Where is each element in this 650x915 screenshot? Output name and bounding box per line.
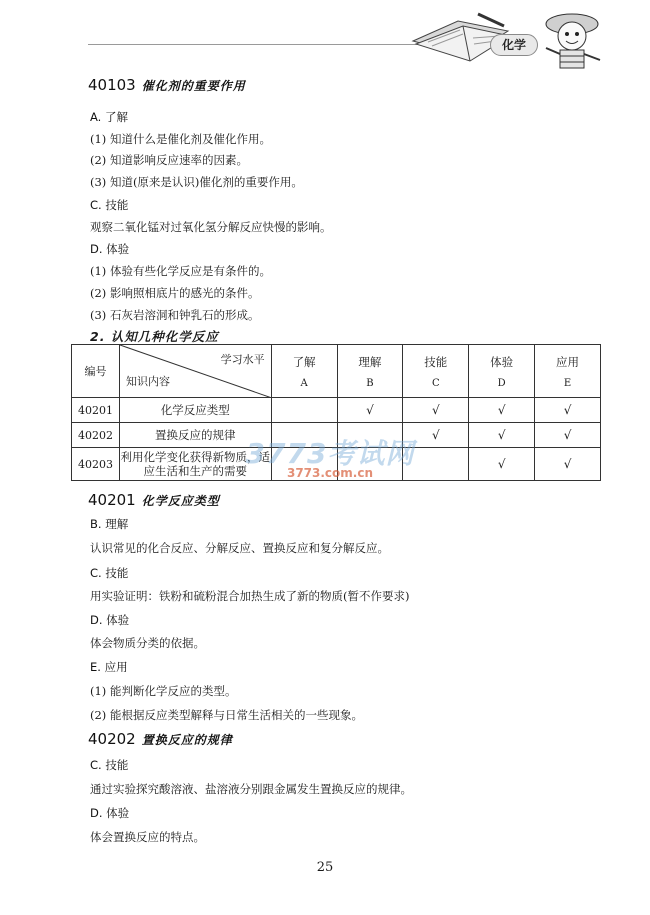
check-cell: √ bbox=[469, 448, 535, 481]
section-40201-heading bbox=[88, 491, 220, 509]
list-item: 用实验证明：铁粉和硫粉混合加热生成了新的物质(暂不作要求) bbox=[90, 589, 410, 603]
check-cell: √ bbox=[403, 423, 469, 448]
section-40202-heading bbox=[88, 730, 233, 748]
column-header-level: 应用 E bbox=[535, 345, 601, 398]
list-item: 认识常见的化合反应、分解反应、置换反应和复分解反应。 bbox=[90, 541, 389, 555]
row-content: 置换反应的规律 bbox=[119, 423, 271, 448]
section-2-heading: 2. 认知几种化学反应 bbox=[90, 329, 219, 344]
list-item: 通过实验探究酸溶液、盐溶液分别跟金属发生置换反应的规律。 bbox=[90, 782, 412, 796]
section-title: 催化剂的重要作用 bbox=[141, 79, 246, 93]
list-item: (1) 能判断化学反应的类型。 bbox=[90, 684, 237, 698]
check-cell: √ bbox=[469, 423, 535, 448]
column-header-level: 了解 A bbox=[271, 345, 337, 398]
check-cell: √ bbox=[337, 398, 403, 423]
row-code: 40203 bbox=[72, 448, 120, 481]
watermark-url: 3773.com.cn bbox=[286, 466, 374, 480]
check-cell bbox=[271, 423, 337, 448]
check-cell: √ bbox=[535, 398, 601, 423]
check-cell bbox=[271, 398, 337, 423]
section-title: 置换反应的规律 bbox=[141, 733, 233, 747]
row-code: 40201 bbox=[72, 398, 120, 423]
diagonal-header-cell bbox=[119, 345, 271, 398]
check-cell: √ bbox=[403, 398, 469, 423]
category-label: A. 了解 bbox=[90, 110, 128, 124]
category-label: E. 应用 bbox=[90, 660, 128, 674]
section-code: 40201 bbox=[88, 491, 136, 509]
table-row bbox=[72, 423, 601, 448]
category-label: C. 技能 bbox=[90, 566, 129, 580]
category-label: D. 体验 bbox=[90, 806, 130, 820]
column-header-level: 理解 B bbox=[337, 345, 403, 398]
diagonal-header-top: 学习水平 bbox=[220, 353, 265, 366]
category-label: B. 理解 bbox=[90, 517, 129, 531]
page-number: 25 bbox=[316, 860, 334, 875]
check-cell bbox=[337, 423, 403, 448]
section-40103-heading bbox=[88, 76, 246, 94]
column-header-level: 技能 C bbox=[403, 345, 469, 398]
diagonal-header-bottom: 知识内容 bbox=[125, 375, 170, 388]
row-code: 40202 bbox=[72, 423, 120, 448]
category-label: D. 体验 bbox=[90, 613, 130, 627]
check-cell: √ bbox=[535, 423, 601, 448]
row-content: 利用化学变化获得新物质，适应生活和生产的需要 bbox=[119, 448, 271, 481]
list-item: 体会物质分类的依据。 bbox=[90, 636, 205, 650]
list-item: (2) 知道影响反应速率的因素。 bbox=[90, 153, 248, 167]
table-row bbox=[72, 448, 601, 481]
list-item: 观察二氧化锰对过氧化氢分解反应快慢的影响。 bbox=[90, 220, 332, 234]
watermark-logo-text: 3773考试网 bbox=[245, 437, 415, 470]
knowledge-table bbox=[71, 344, 601, 481]
list-item: (3) 知道(原来是认识)催化剂的重要作用。 bbox=[90, 175, 303, 189]
category-label: C. 技能 bbox=[90, 198, 129, 212]
check-cell bbox=[271, 448, 337, 481]
table-row bbox=[72, 398, 601, 423]
list-item: (1) 知道什么是催化剂及催化作用。 bbox=[90, 132, 271, 146]
section-code: 40202 bbox=[88, 730, 136, 748]
subject-tag: 化学 bbox=[490, 34, 538, 56]
check-cell bbox=[337, 448, 403, 481]
section-title: 化学反应类型 bbox=[141, 494, 220, 508]
list-item: 体会置换反应的特点。 bbox=[90, 830, 205, 844]
category-label: D. 体验 bbox=[90, 242, 130, 256]
table-header-row bbox=[72, 345, 601, 398]
check-cell bbox=[403, 448, 469, 481]
column-header-code: 编号 bbox=[72, 345, 120, 398]
cartoon-kid-illustration bbox=[528, 8, 616, 72]
section-code: 40103 bbox=[88, 76, 136, 94]
list-item: (2) 能根据反应类型解释与日常生活相关的一些现象。 bbox=[90, 708, 363, 722]
check-cell: √ bbox=[469, 398, 535, 423]
column-header-level: 体验 D bbox=[469, 345, 535, 398]
check-cell: √ bbox=[535, 448, 601, 481]
list-item: (2) 影响照相底片的感光的条件。 bbox=[90, 286, 260, 300]
category-label: C. 技能 bbox=[90, 758, 129, 772]
list-item: (1) 体验有些化学反应是有条件的。 bbox=[90, 264, 271, 278]
list-item: (3) 石灰岩溶洞和钟乳石的形成。 bbox=[90, 308, 260, 322]
row-content: 化学反应类型 bbox=[119, 398, 271, 423]
